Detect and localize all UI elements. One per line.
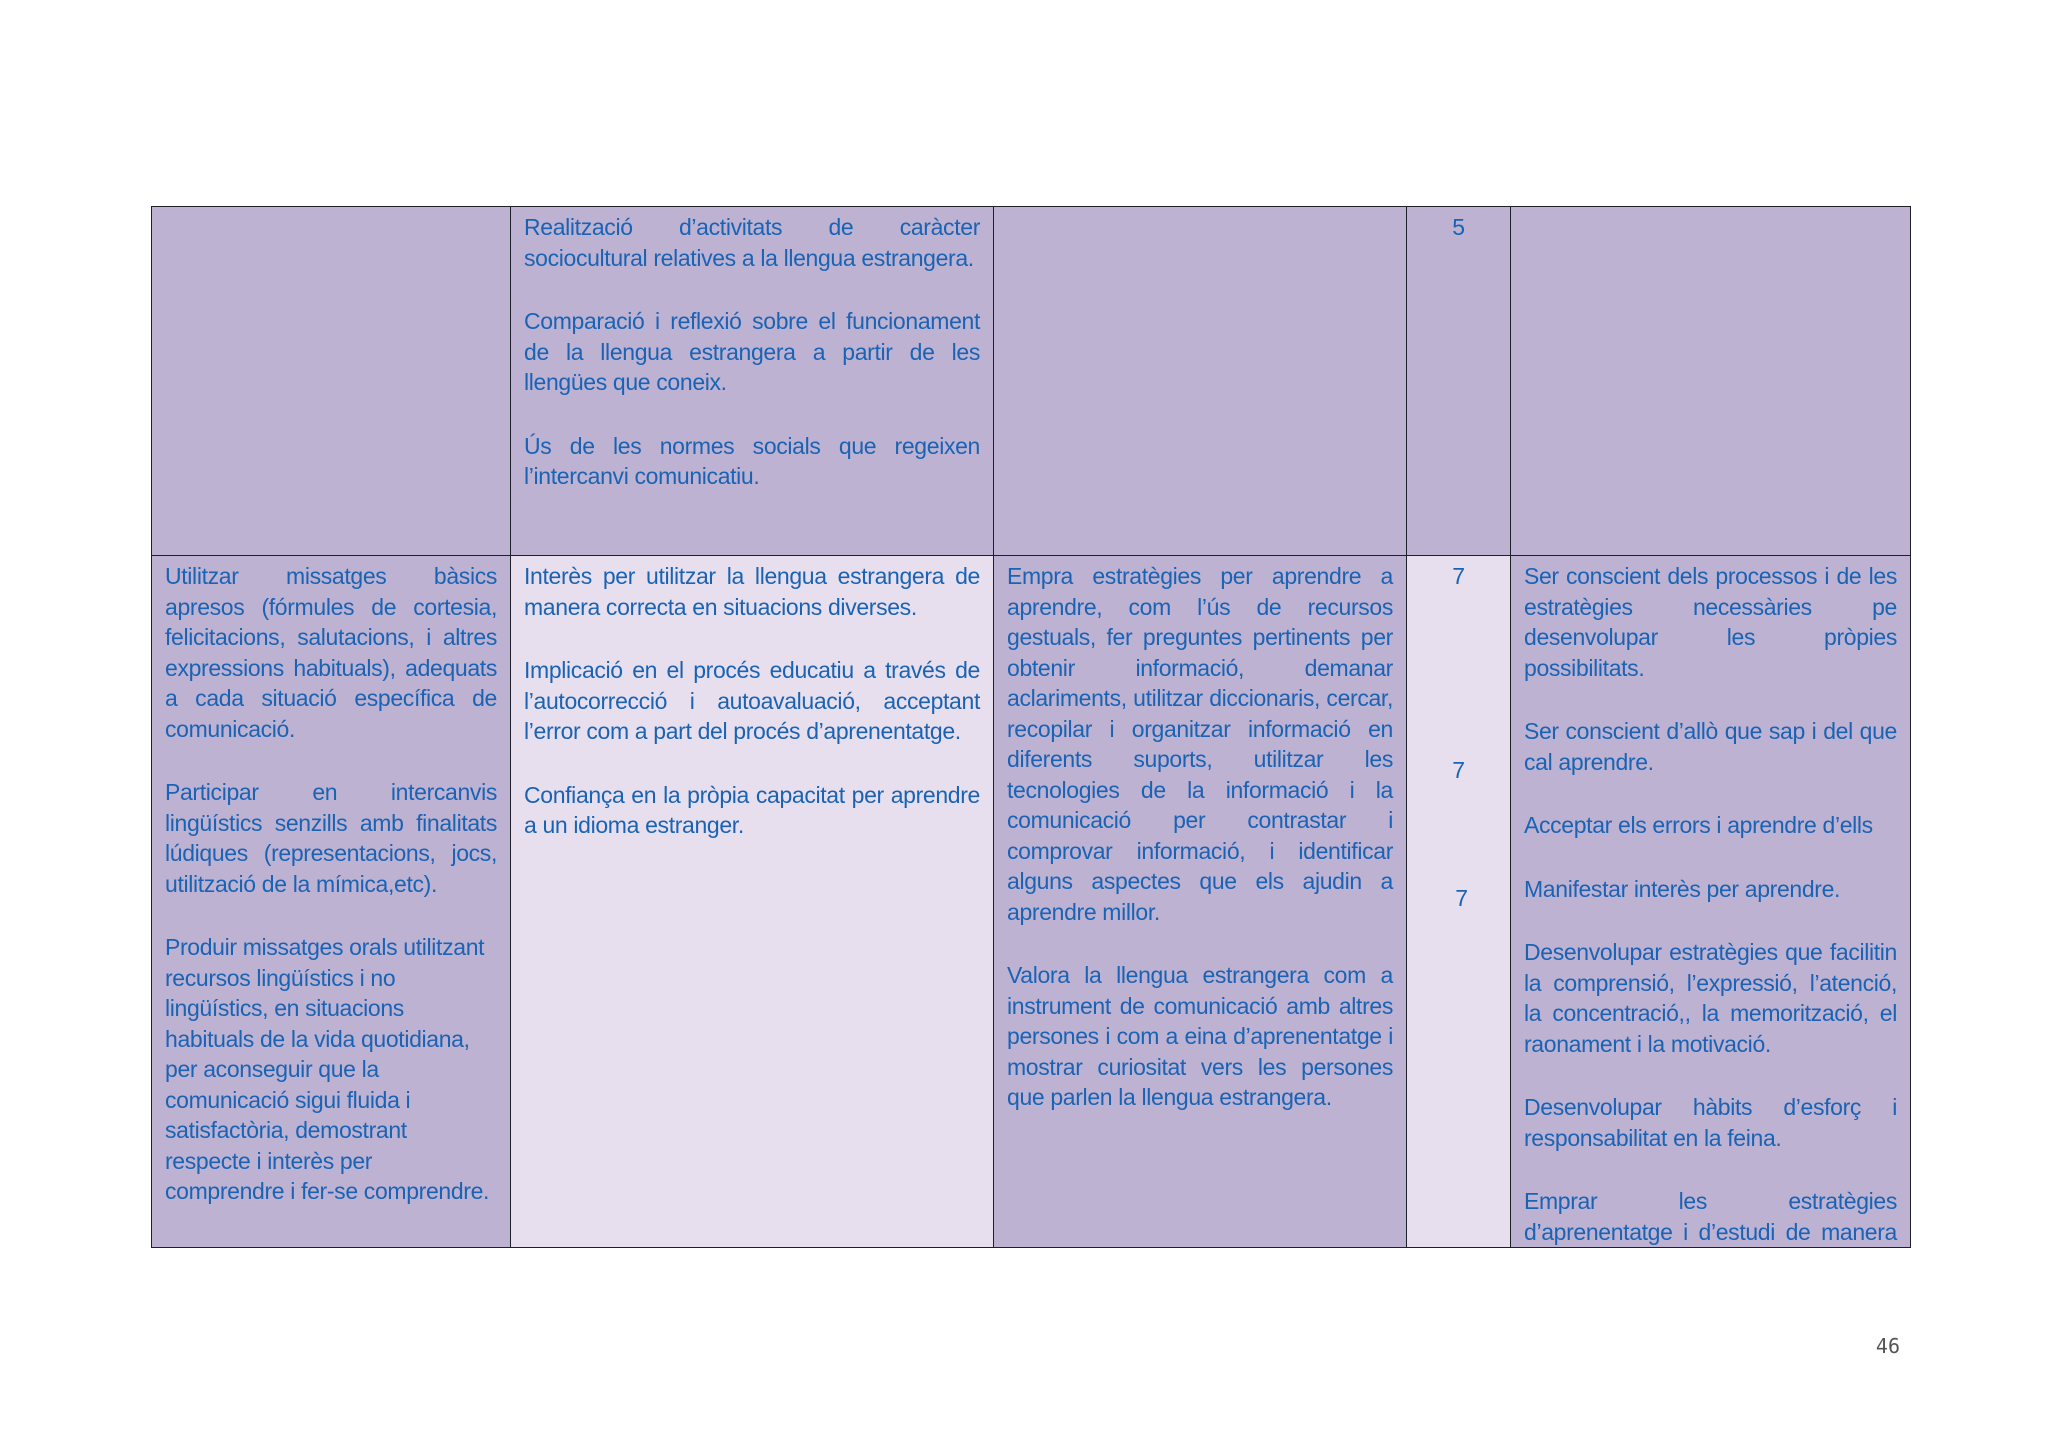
content-paragraph: Interès per utilitzar la llengua estrangera de manera correcta en situacions diverses. bbox=[524, 563, 980, 620]
page-number: 46 bbox=[1875, 1334, 1900, 1358]
contents-cell bbox=[511, 556, 994, 1248]
content-paragraph: Comparació i reflexió sobre el funcionament de la llengua estrangera a partir de les llengües que coneix. bbox=[524, 308, 980, 395]
content-paragraph: Realització d’activitats de caràcter sociocultural relatives a la llengua estrangera. bbox=[524, 214, 980, 271]
competence-paragraph: Ser conscient dels processos i de les estratègies necessàries pe desenvolupar les pròpies possibilitats. bbox=[1524, 563, 1897, 681]
contents-cell bbox=[511, 207, 994, 556]
content-paragraph: Ús de les normes socials que regeixen l’intercanvi comunicatiu. bbox=[524, 432, 980, 489]
objective-paragraph: Participar en intercanvis lingüístics senzills amb finalitats lúdiques (representacions, jocs, utilització de la mímica,etc). bbox=[165, 779, 497, 897]
number-cell bbox=[1407, 207, 1511, 556]
competence-paragraph: Manifestar interès per aprendre. bbox=[1524, 875, 1841, 902]
objectives-cell bbox=[152, 207, 511, 556]
criteria-paragraph: Empra estratègies per aprendre a aprendre, com l’ús de recursos gestuals, fer preguntes pertinents per obtenir informació, demanar aclariments, utilitzar diccionaris, cercar, recopilar i organitzar informació en diferents suports, utilitzar les tecnologies de la informació i la comunicació per contrastar i comprovar informació, i identificar alguns aspectes que els ajudin a aprendre millor. bbox=[1007, 563, 1393, 925]
competences-cell bbox=[1511, 207, 1911, 556]
objective-paragraph: Produir missatges orals utilitzant recursos lingüístics i no lingüístics, en situacions habituals de la vida quotidiana, per aconseguir que la comunicació sigui fluida i satisfactòria, demostrant respecte i interès per comprendre i fer-se comprendre. bbox=[165, 934, 490, 1204]
objective-paragraph: Utilitzar missatges bàsics apresos (fórmules de cortesia, felicitacions, salutacions, i altres expressions habituals), adequats a cada situació específica de comunicació. bbox=[165, 563, 497, 742]
number-value: 7 bbox=[1455, 885, 1468, 911]
criteria-paragraph: Valora la llengua estrangera com a instrument de comunicació amb altres persones i com a eina d’aprenentatge i mostrar curiositat vers les persones que parlen la llengua estrangera. bbox=[1007, 962, 1393, 1110]
criteria-cell bbox=[994, 556, 1407, 1248]
content-table bbox=[151, 206, 1911, 1248]
competences-cell bbox=[1511, 556, 1911, 1248]
number-value: 5 bbox=[1452, 214, 1465, 240]
competence-paragraph: Ser conscient d’allò que sap i del que cal aprendre. bbox=[1524, 718, 1897, 775]
content-paragraph: Implicació en el procés educatiu a través de l’autocorrecció i autoavaluació, acceptant l’error com a part del procés d’aprenentatge. bbox=[524, 657, 980, 744]
competence-paragraph: Desenvolupar estratègies que facilitin la comprensió, l’expressió, l’atenció, la concentració,, la memorització, el raonament i la motivació. bbox=[1524, 939, 1897, 1057]
number-value: 7 bbox=[1452, 757, 1465, 783]
number-cell bbox=[1407, 556, 1511, 1248]
objectives-cell bbox=[152, 556, 511, 1248]
table-row bbox=[152, 556, 1911, 1248]
number-value: 7 bbox=[1452, 563, 1465, 589]
competence-paragraph: Acceptar els errors i aprendre d’ells bbox=[1524, 812, 1873, 838]
criteria-cell bbox=[994, 207, 1407, 556]
competence-paragraph: Emprar les estratègies d’aprenentatge i d’estudi de manera bbox=[1524, 1188, 1897, 1245]
content-paragraph: Confiança en la pròpia capacitat per aprendre a un idioma estranger. bbox=[524, 781, 980, 838]
table-row bbox=[152, 207, 1911, 556]
competence-paragraph: Desenvolupar hàbits d’esforç i responsabilitat en la feina. bbox=[1524, 1094, 1897, 1151]
